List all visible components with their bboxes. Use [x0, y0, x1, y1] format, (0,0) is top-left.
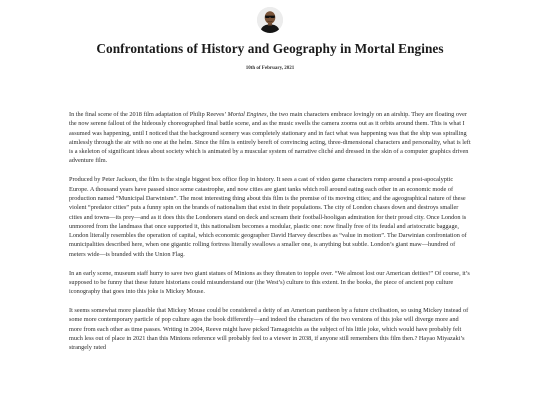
film-title-emphasis: Mortal Engines	[227, 111, 267, 118]
paragraph-1-text-c: , the two main characters embrace lovingly on an airship. They are floating over the now serene fallout of the hideously choreographed final battle scene, and as the music swells the camera zooms out as it orbits around them. This is what I assumed was happening, until I noticed that the background scenery was completely stationary and in fact what was happening was that the ship was spiralling aimlessly through the air with no one at the helm. Since the film is entirely bereft of convincing acting, three-dimensional characters and personality, what is left is a skeleton of significant ideas about society which is animated by a muscular system of narrative cliché and dressed in the skin of a computer graphics driven adventure film.	[69, 111, 471, 165]
article-date: 10th of February, 2021	[245, 66, 295, 71]
paragraph-3: In an early scene, museum staff hurry to save two giant statues of Minions as they threaten to topple over. “We almost lost our American deities!” Of course, it’s supposed to be funny that these future historians could misunderstand our (the West’s) culture to this extent. In the books, the piece of ancient pop culture iconography that goes into this joke is Mickey Mouse.	[69, 269, 470, 296]
author-avatar-icon[interactable]	[257, 7, 283, 33]
paragraph-4: It seems somewhat more plausible that Mickey Mouse could be considered a deity of an American pantheon by a future civilisation, so using Mickey instead of some more contemporary particle of pop culture ages the book differently—and indeed the characters of the two versions of this joke will diverge more and more from each other as time passes. Writing in 2004, Reeve might have picked Tamagotchis as the subject of his little joke, which would have probably felt much less out of place in 2021 than this Minions reference will probably feel to a viewer in 2038, if anyone still remembers this film then.? Hayao Miyazaki’s strangely rated	[69, 307, 469, 352]
author-portrait-icon	[257, 7, 283, 33]
article-body	[69, 110, 471, 362]
paragraph-2: Produced by Peter Jackson, the film is the single biggest box office flop in history. It sees a cast of video game characters romp around a post-apocalyptic Europe. A thousand years have passed since some catastrophe, and now cities are giant tanks which roll around eating each other in an economic mode of production named “Municipal Darwinism”. The most interesting thing about this film is the premise of its moving cities; and the ageographical nature of these violent “predator cities” puts a funny spin on the brands of nationalism that exist in their populations. The city of London chases down and destroys smaller cities and towns—its prey—and as it does this the Londoners stand on deck and scream their football-hooligan admiration for their proud city. Once London is unmoored from the landmass that once supported it, this nationalism becomes a modular, plastic one: now finally free of its feudal and aristocratic baggage, London literally resembles the operation of capital, which economic geographer David Harvey describes as “value in motion”. The Darwinian confrontation of municipalities described here, when one gigantic rolling fortress literally swallows a smaller one, is anything but subtle. London’s giant maw—hundred of meters wide—is branded with the Union Flag.	[69, 176, 467, 258]
paragraph-1	[69, 110, 471, 166]
paragraph-1-text-a: In the final scene of the 2018 film adaptation of Philip Reeves’	[69, 111, 228, 118]
article-title: Confrontations of History and Geography in Mortal Engines	[96, 41, 444, 56]
